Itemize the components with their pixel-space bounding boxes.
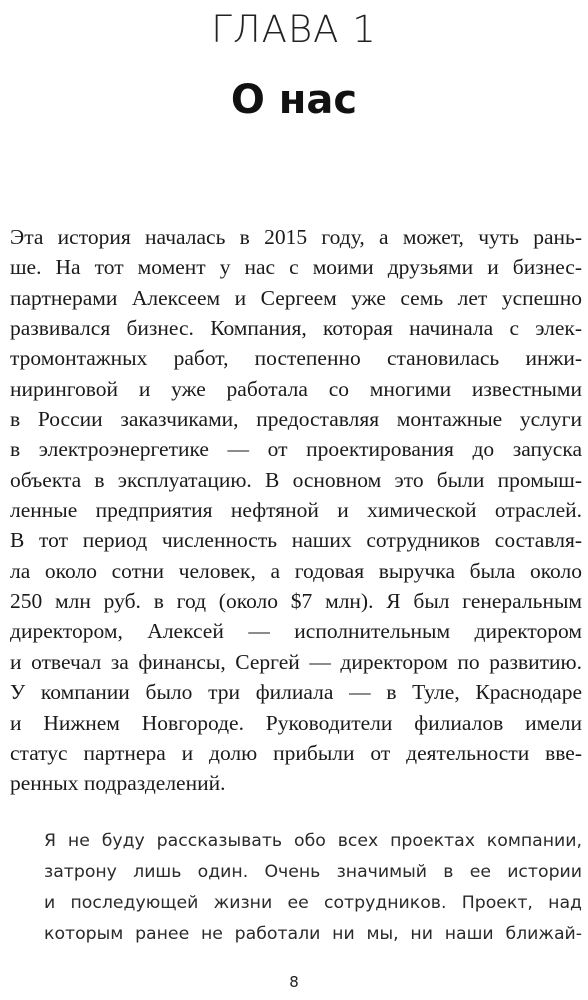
- text-line: У компании было три филиала — в Туле, Краснодаре: [10, 680, 582, 705]
- text-line: в электроэнергетике — от проектирования до запуска: [10, 437, 582, 462]
- quote-line: затрону лишь один. Очень значимый в ее истории: [44, 862, 582, 882]
- text-line: 250 млн руб. в год (около $7 млн). Я был генеральным: [10, 589, 582, 614]
- text-line: объекта в эксплуатацию. В основном это были промыш-: [10, 467, 582, 492]
- text-line: статус партнера и долю прибыли от деятельности вве-: [10, 740, 582, 765]
- quote-paragraph: [44, 826, 582, 950]
- text-line: ла около сотни человек, а годовая выручка была около: [10, 558, 582, 583]
- text-line: и Нижнем Новгороде. Руководители филиалов имели: [10, 710, 582, 735]
- chapter-title: О нас: [230, 77, 358, 123]
- text-line: и отвечал за финансы, Сергей — директором по развитию.: [10, 649, 582, 674]
- text-line: тромонтажных работ, постепенно становилась инжи-: [10, 346, 582, 371]
- text-line: партнерами Алексеем и Сергеем уже семь лет успешно: [10, 285, 582, 310]
- text-line: ше. На тот момент у нас с моими друзьями и бизнес-: [10, 255, 582, 280]
- text-line: в России заказчиками, предоставляя монтажные услуги: [10, 407, 582, 432]
- text-line: В тот период численность наших сотрудников составля-: [10, 528, 582, 553]
- quote-line: и последующей жизни ее сотрудников. Проект, над: [44, 893, 582, 913]
- text-line: развивался бизнес. Компания, которая начинала с элек-: [10, 316, 582, 341]
- quote-line: которым ранее не работали ни мы, ни наши ближай-: [44, 924, 582, 944]
- quote-line: Я не буду рассказывать обо всех проектах компании,: [44, 831, 582, 851]
- page-number: 8: [289, 973, 299, 991]
- text-line: ленные предприятия нефтяной и химической отраслей.: [10, 498, 582, 523]
- body-paragraph: [10, 222, 582, 799]
- chapter-label: ГЛАВА 1: [211, 8, 377, 51]
- text-line: директором, Алексей — исполнительным директором: [10, 619, 582, 644]
- text-line: Эта история началась в 2015 году, а может, чуть рань-: [10, 225, 582, 249]
- text-line: ренных подразделений.: [10, 771, 226, 796]
- text-line: ниринговой и уже работала со многими известными: [10, 376, 582, 401]
